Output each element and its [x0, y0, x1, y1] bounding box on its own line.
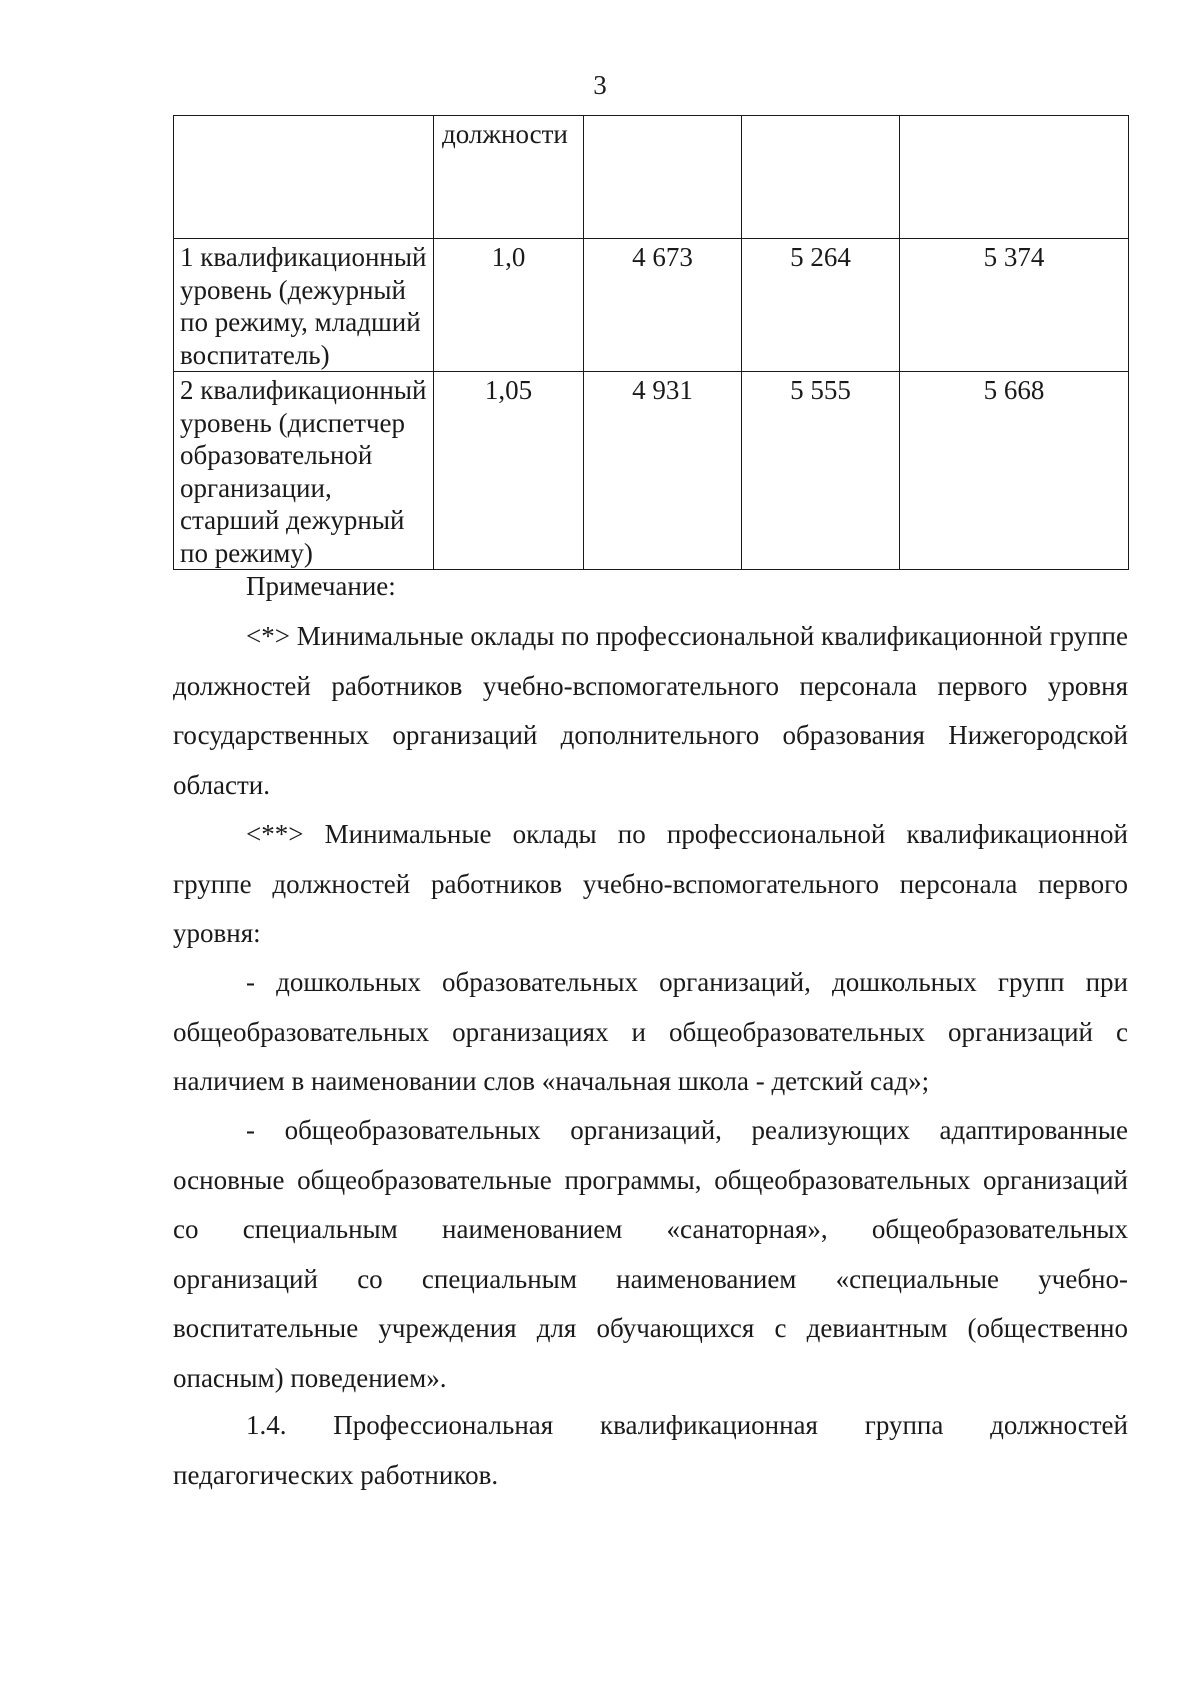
table-row [174, 372, 1129, 570]
table-cell [174, 116, 434, 239]
table-cell [900, 116, 1129, 239]
note-paragraph: <*> Минимальные оклады по профессиональной квалификационной группе должностей работников учебно-вспомогательного персонала первого уровня государственных организаций дополнительного образования Нижегородской области. [173, 621, 1128, 800]
table-cell: 5 555 [742, 372, 900, 570]
page-number: 3 [593, 70, 607, 100]
table-cell [742, 116, 900, 239]
table-cell: 1,05 [434, 372, 584, 570]
section-heading: 1.4. Профессиональная квалификационная группа должностей педагогических работников. [173, 1410, 1128, 1490]
table-cell: 5 668 [900, 372, 1129, 570]
note-label: Примечание: [246, 571, 396, 601]
note-paragraph: <**> Минимальные оклады по профессиональной квалификационной группе должностей работников учебно-вспомогательного персонала первого уровня: [173, 819, 1128, 948]
note-paragraph: - дошкольных образовательных организаций, дошкольных групп при общеобразовательных организациях и общеобразовательных организаций с наличием в наименовании слов «начальная школа - детский сад»; [173, 967, 1128, 1096]
table-cell: должности [434, 116, 584, 239]
table-cell: 2 квалификационный уровень (диспетчер образовательной организации, старший дежурный по режиму) [174, 372, 434, 570]
table-row [174, 116, 1129, 239]
salary-table [173, 115, 1129, 570]
table-cell: 4 673 [584, 239, 742, 372]
table-row [174, 239, 1129, 372]
table-cell: 1,0 [434, 239, 584, 372]
table-cell: 1 квалификационный уровень (дежурный по режиму, младший воспитатель) [174, 239, 434, 372]
note-paragraph: - общеобразовательных организаций, реализующих адаптированные основные общеобразовательные программы, общеобразовательных организаций со специальным наименованием «санаторная», общеобразовательных организаций со специальным наименованием «специальные учебно-воспитательные учреждения для обучающихся с девиантным (общественно опасным) поведением». [173, 1115, 1128, 1393]
table-cell: 5 264 [742, 239, 900, 372]
table-cell [584, 116, 742, 239]
table-cell: 5 374 [900, 239, 1129, 372]
table-cell: 4 931 [584, 372, 742, 570]
